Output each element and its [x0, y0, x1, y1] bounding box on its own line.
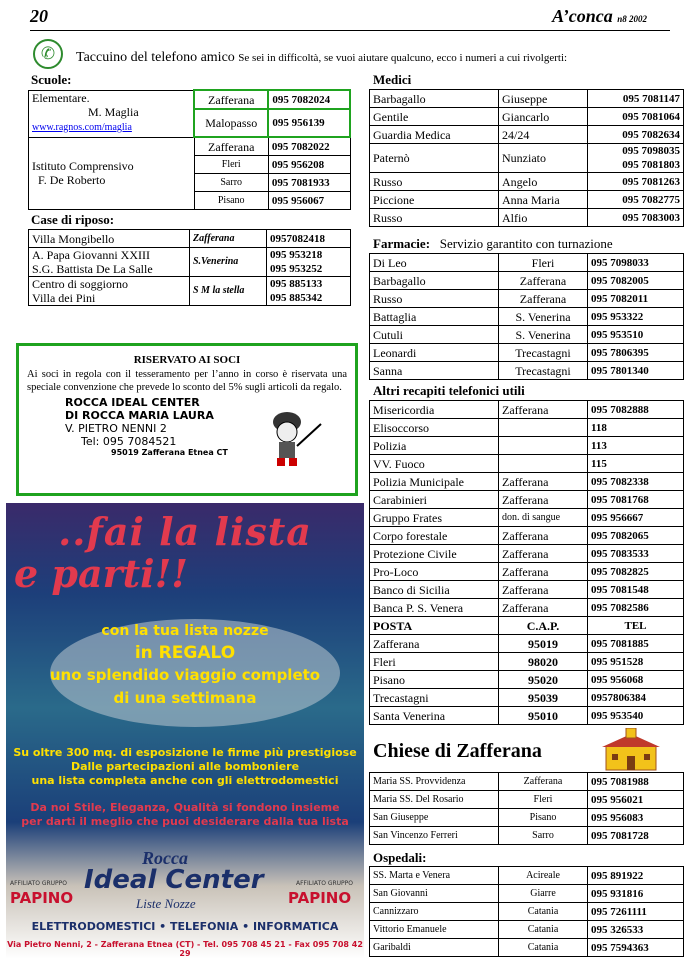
- medico-number: 095 7083003: [588, 209, 684, 227]
- farmacia-number: 095 953322: [588, 308, 684, 326]
- chiese-table: [369, 772, 684, 845]
- ad-address: Via Pietro Nenni, 2 - Zafferana Etnea (CT) - Tel. 095 708 45 21 - Fax 095 708 42 29: [7, 940, 363, 958]
- posta-cap: 95010: [499, 707, 588, 725]
- farmacie-heading: Farmacie:: [373, 236, 431, 251]
- posta-number: 0957806384: [588, 689, 684, 707]
- riposo-name: Villa Mongibello: [29, 230, 190, 248]
- istituto-head: F. De Roberto: [38, 173, 106, 188]
- servizio-place: Zafferana: [499, 599, 588, 617]
- chiesa-place: Sarro: [499, 827, 588, 845]
- medico-first: Anna Maria: [499, 191, 588, 209]
- chiesa-number: 095 7081728: [588, 827, 684, 845]
- posta-cap: 98020: [499, 653, 588, 671]
- farmacia-place: Zafferana: [499, 272, 588, 290]
- ad-affil-left: AFFILIATO GRUPPO: [10, 880, 67, 887]
- soci-city: 95019 Zafferana Etnea CT: [111, 448, 228, 457]
- servizio-number: 115: [588, 455, 684, 473]
- farmacia-place: Trecastagni: [499, 362, 588, 380]
- riposo-place: S.Venerina: [190, 248, 267, 277]
- chiesa-place: Fleri: [499, 791, 588, 809]
- medico-number: 095 7082634: [588, 126, 684, 144]
- medico-number: 095 7098035 095 7081803: [588, 144, 684, 173]
- school-number: 095 956208: [268, 156, 350, 174]
- intro-title: Taccuino del telefono amico: [76, 50, 235, 65]
- farmacia-name: Battaglia: [370, 308, 499, 326]
- chiesa-name: San Giuseppe: [370, 809, 499, 827]
- farmacia-place: Zafferana: [499, 290, 588, 308]
- servizio-place: [499, 437, 588, 455]
- servizio-place: [499, 419, 588, 437]
- medici-heading: Medici: [373, 72, 412, 87]
- maglia-link[interactable]: www.ragnos.com/maglia: [32, 121, 132, 133]
- servizio-number: 095 7082586: [588, 599, 684, 617]
- medico-name: Barbagallo: [370, 90, 499, 108]
- servizio-place: Zafferana: [499, 563, 588, 581]
- medico-first: 24/24: [499, 126, 588, 144]
- cap-header: C.A.P.: [499, 617, 588, 635]
- posta-place: Zafferana: [370, 635, 499, 653]
- ospedale-place: Catania: [499, 903, 588, 921]
- posta-place: Fleri: [370, 653, 499, 671]
- farmacia-place: Trecastagni: [499, 344, 588, 362]
- issue-label: n8 2002: [617, 14, 647, 24]
- riposo-name: A. Papa Giovanni XXIII S.G. Battista De La Salle: [29, 248, 190, 277]
- school-place: Malopasso: [194, 109, 268, 137]
- medico-number: 095 7081263: [588, 173, 684, 191]
- ad-offer-2: in REGALO: [134, 643, 236, 663]
- chiesa-name: Maria SS. Provvidenza: [370, 773, 499, 791]
- ospedale-name: Cannizzaro: [370, 903, 499, 921]
- school-number: 095 956139: [268, 109, 350, 137]
- farmacia-name: Cutuli: [370, 326, 499, 344]
- servizio-number: 095 7082065: [588, 527, 684, 545]
- school-place: Fleri: [194, 156, 268, 174]
- elementare-head: M. Maglia: [88, 104, 139, 119]
- servizio-name: Corpo forestale: [370, 527, 499, 545]
- farmacia-name: Sanna: [370, 362, 499, 380]
- phone-icon: ✆: [33, 39, 63, 69]
- school-place: Zafferana: [194, 90, 268, 109]
- posta-number: 095 956068: [588, 671, 684, 689]
- ad-desc-1: Su oltre 300 mq. di esposizione le firme più prestigiose: [13, 746, 357, 759]
- servizio-place: Zafferana: [499, 527, 588, 545]
- chiesa-number: 095 7081988: [588, 773, 684, 791]
- school-number: 095 7081933: [268, 174, 350, 192]
- farmacia-place: S. Venerina: [499, 326, 588, 344]
- farmacia-number: 095 7082005: [588, 272, 684, 290]
- school-place: Pisano: [194, 192, 268, 210]
- medico-name: Gentile: [370, 108, 499, 126]
- ospedale-place: Catania: [499, 939, 588, 957]
- servizio-number: 095 7082338: [588, 473, 684, 491]
- farmacia-number: 095 7806395: [588, 344, 684, 362]
- servizio-place: don. di sangue: [499, 509, 588, 527]
- servizio-name: Pro-Loco: [370, 563, 499, 581]
- ospedale-name: SS. Marta e Venera: [370, 867, 499, 885]
- riposo-number: 095 953218 095 953252: [267, 248, 351, 277]
- ospedali-heading: Ospedali:: [373, 850, 427, 865]
- ad-desc-3: una lista completa anche con gli elettrodomestici: [31, 774, 339, 787]
- school-number: 095 7082022: [268, 137, 350, 156]
- medico-first: Nunziato: [499, 144, 588, 173]
- school-place: Sarro: [194, 174, 268, 192]
- farmacia-number: 095 7082011: [588, 290, 684, 308]
- ad-brand-2: Ideal Center: [84, 865, 264, 895]
- riposo-table: [28, 229, 351, 306]
- posta-cap: 95039: [499, 689, 588, 707]
- soci-addr: V. PIETRO NENNI 2: [65, 422, 167, 435]
- farmacia-place: S. Venerina: [499, 308, 588, 326]
- ad-headline-1: ..fai la lista: [58, 509, 312, 554]
- church-icon: [600, 728, 662, 772]
- posta-number: 095 953540: [588, 707, 684, 725]
- medico-name: Paternò: [370, 144, 499, 173]
- ad-desc-4: Da noi Stile, Eleganza, Qualità si fondono insieme: [30, 801, 340, 814]
- medico-first: Giuseppe: [499, 90, 588, 108]
- medico-name: Russo: [370, 209, 499, 227]
- elementare-cell: [29, 90, 195, 137]
- riposo-number: 0957082418: [267, 230, 351, 248]
- farmacie-heading-line: [373, 236, 613, 252]
- servizio-place: Zafferana: [499, 545, 588, 563]
- ospedale-place: Acireale: [499, 867, 588, 885]
- elementare-name: Elementare.: [32, 90, 90, 105]
- riposo-heading: Case di riposo:: [31, 212, 115, 227]
- servizio-place: Zafferana: [499, 473, 588, 491]
- servizio-name: Carabinieri: [370, 491, 499, 509]
- medico-first: Angelo: [499, 173, 588, 191]
- riposo-name: Centro di soggiorno Villa dei Pini: [29, 277, 190, 306]
- chiesa-place: Zafferana: [499, 773, 588, 791]
- ad-offer-1: con la tua lista nozze: [101, 623, 269, 639]
- medico-number: 095 7081064: [588, 108, 684, 126]
- riposo-place: Zafferana: [190, 230, 267, 248]
- servizio-number: 118: [588, 419, 684, 437]
- servizio-number: 095 7081548: [588, 581, 684, 599]
- servizio-name: Banco di Sicilia: [370, 581, 499, 599]
- servizio-place: Zafferana: [499, 581, 588, 599]
- chiese-heading: Chiese di Zafferana: [373, 740, 542, 762]
- chiesa-name: Maria SS. Del Rosario: [370, 791, 499, 809]
- servizio-number: 095 7081768: [588, 491, 684, 509]
- ospedale-number: 095 931816: [588, 885, 684, 903]
- servizio-place: [499, 455, 588, 473]
- medico-first: Alfio: [499, 209, 588, 227]
- farmacia-number: 095 7098033: [588, 254, 684, 272]
- farmacia-name: Russo: [370, 290, 499, 308]
- servizio-number: 095 7082825: [588, 563, 684, 581]
- posta-header: POSTA: [370, 617, 499, 635]
- altri-heading: Altri recapiti telefonici utili: [373, 383, 525, 398]
- posta-cap: 95020: [499, 671, 588, 689]
- farmacia-number: 095 953510: [588, 326, 684, 344]
- medico-name: Piccione: [370, 191, 499, 209]
- servizio-name: Polizia Municipale: [370, 473, 499, 491]
- servizio-number: 095 7083533: [588, 545, 684, 563]
- medico-first: Giancarlo: [499, 108, 588, 126]
- school-place: Zafferana: [194, 137, 268, 156]
- medico-name: Russo: [370, 173, 499, 191]
- posta-number: 095 7081885: [588, 635, 684, 653]
- posta-place: Trecastagni: [370, 689, 499, 707]
- riposo-number: 095 885133 095 885342: [267, 277, 351, 306]
- ad-offer-4: di una settimana: [113, 689, 257, 707]
- tel-header: TEL: [588, 617, 684, 635]
- soci-box: [16, 343, 358, 496]
- soci-title: RISERVATO AI SOCI: [133, 354, 241, 366]
- medico-name: Guardia Medica: [370, 126, 499, 144]
- ospedale-place: Catania: [499, 921, 588, 939]
- soci-store2: DI ROCCA MARIA LAURA: [65, 409, 214, 422]
- servizio-name: Misericordia: [370, 401, 499, 419]
- servizio-name: Elisoccorso: [370, 419, 499, 437]
- posta-place: Pisano: [370, 671, 499, 689]
- ospedale-name: Garibaldi: [370, 939, 499, 957]
- medico-number: 095 7082775: [588, 191, 684, 209]
- medici-table: [369, 89, 684, 227]
- magazine-title: A’conca n8 2002: [552, 6, 647, 26]
- ospedale-number: 095 7261111: [588, 903, 684, 921]
- soci-tel: Tel: 095 7084521: [81, 435, 177, 448]
- ad-headline-2: e parti!!: [14, 551, 188, 596]
- ospedale-name: Vittorio Emanuele: [370, 921, 499, 939]
- posta-place: Santa Venerina: [370, 707, 499, 725]
- farmacie-table: [369, 253, 684, 380]
- istituto-cell: [29, 137, 195, 210]
- ospedale-number: 095 7594363: [588, 939, 684, 957]
- medico-number: 095 7081147: [588, 90, 684, 108]
- papino-logo-right: PAPINO: [288, 889, 352, 907]
- servizio-name: Gruppo Frates: [370, 509, 499, 527]
- riposo-place: S M la stella: [190, 277, 267, 306]
- ospedale-number: 095 891922: [588, 867, 684, 885]
- chiesa-name: San Vincenzo Ferreri: [370, 827, 499, 845]
- ad-desc-5: per darti il meglio che puoi desiderare dalla tua lista: [21, 815, 349, 828]
- servizio-number: 095 956667: [588, 509, 684, 527]
- scuole-table: [28, 89, 351, 210]
- chiesa-number: 095 956083: [588, 809, 684, 827]
- servizio-place: Zafferana: [499, 401, 588, 419]
- farmacia-name: Leonardi: [370, 344, 499, 362]
- servizio-place: Zafferana: [499, 491, 588, 509]
- ospedale-number: 095 326533: [588, 921, 684, 939]
- ideal-center-ad: [6, 503, 364, 959]
- servizio-name: Protezione Civile: [370, 545, 499, 563]
- ad-desc-2: Dalle partecipazioni alle bomboniere: [70, 760, 300, 773]
- pirate-mascot-icon: [257, 402, 327, 468]
- farmacia-number: 095 7801340: [588, 362, 684, 380]
- page-number: 20: [30, 6, 48, 26]
- farmacia-name: Barbagallo: [370, 272, 499, 290]
- istituto-name: Istituto Comprensivo: [32, 159, 134, 174]
- intro-line: [76, 50, 567, 66]
- ad-categories: ELETTRODOMESTICI • TELEFONIA • INFORMATICA: [31, 920, 339, 933]
- chiesa-number: 095 956021: [588, 791, 684, 809]
- servizio-number: 113: [588, 437, 684, 455]
- intro-subtitle: Se sei in difficoltà, se vuoi aiutare qualcuno, ecco i numeri a cui rivolgerti:: [238, 52, 568, 64]
- ad-brand-1: Rocca: [142, 848, 188, 868]
- farmacia-name: Di Leo: [370, 254, 499, 272]
- ad-brand-3: Liste Nozze: [136, 896, 196, 911]
- soci-store1: ROCCA IDEAL CENTER: [65, 396, 200, 409]
- ospedali-table: [369, 866, 684, 957]
- header-rule: [30, 30, 670, 31]
- ospedale-place: Giarre: [499, 885, 588, 903]
- ad-affil-right: AFFILIATO GRUPPO: [296, 880, 353, 887]
- posta-cap: 95019: [499, 635, 588, 653]
- servizio-name: Banca P. S. Venera: [370, 599, 499, 617]
- papino-logo-left: PAPINO: [10, 889, 74, 907]
- ospedale-name: San Giovanni: [370, 885, 499, 903]
- servizio-name: Polizia: [370, 437, 499, 455]
- soci-text: Ai soci in regola con il tesseramento per l’anno in corso è riservata una speciale convenzione che prevede lo sconto del 5% sugli articoli da regalo.: [27, 369, 347, 393]
- ad-offer-3: uno splendido viaggio completo: [49, 666, 321, 684]
- chiesa-place: Pisano: [499, 809, 588, 827]
- servizio-name: VV. Fuoco: [370, 455, 499, 473]
- servizio-number: 095 7082888: [588, 401, 684, 419]
- farmacia-place: Fleri: [499, 254, 588, 272]
- altri-table: [369, 400, 684, 725]
- posta-number: 095 951528: [588, 653, 684, 671]
- scuole-heading: Scuole:: [31, 72, 72, 87]
- school-number: 095 7082024: [268, 90, 350, 109]
- farmacie-note: Servizio garantito con turnazione: [439, 236, 613, 251]
- school-number: 095 956067: [268, 192, 350, 210]
